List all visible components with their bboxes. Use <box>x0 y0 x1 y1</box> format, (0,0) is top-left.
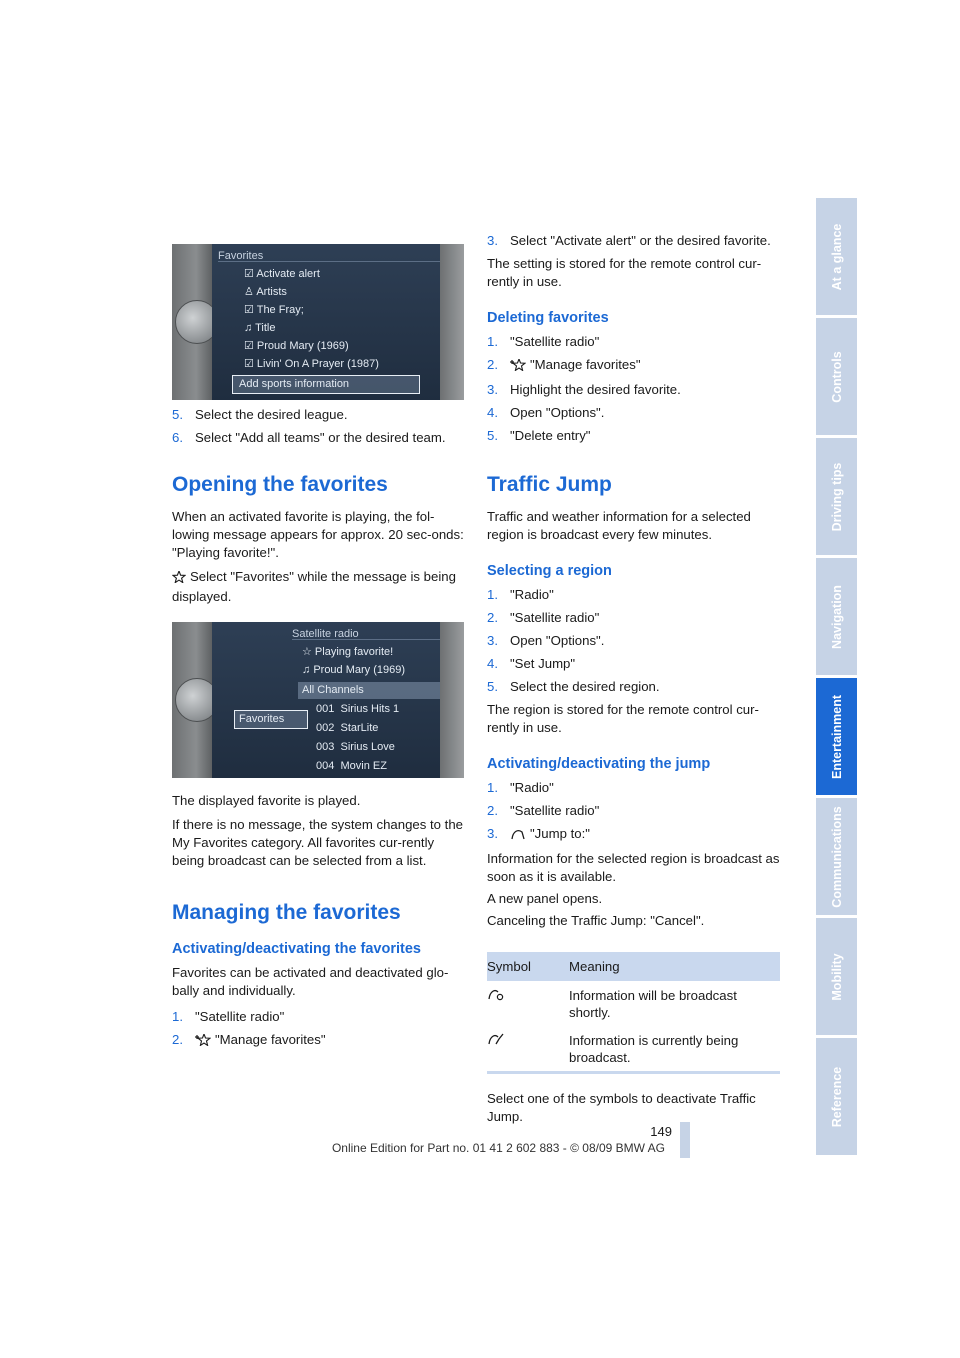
channel-row: 004 Movin EZ <box>316 760 387 772</box>
table-row <box>487 981 780 1026</box>
tab-navigation[interactable]: Navigation <box>816 558 857 678</box>
step: 6. Select "Add all teams" or the desired team. <box>172 430 446 445</box>
paragraph: If there is no message, the system changes to the My Favorites category. All favorites cur-rently being broadcast can be selected from a list. <box>172 817 464 868</box>
heading-opening-favorites: Opening the favorites <box>172 473 388 496</box>
step: 1. "Radio" <box>487 780 554 795</box>
tab-mobility[interactable]: Mobility <box>816 918 857 1038</box>
heading-selecting-region: Selecting a region <box>487 563 612 579</box>
meaning-cell: Information is currently being broadcast. <box>569 1026 780 1073</box>
step: 1. "Radio" <box>487 587 554 602</box>
paragraph: When an activated favorite is playing, the fol-lowing message appears for approx. 20 sec-onds: "Playing favorite!". <box>172 509 464 560</box>
table-header-row <box>487 952 780 981</box>
step: 2. "Manage favorites" <box>172 1031 464 1051</box>
paragraph: The setting is stored for the remote control cur-rently in use. <box>487 256 762 289</box>
tab-entertainment[interactable]: Entertainment <box>816 678 857 798</box>
traffic-jump-icon <box>510 827 526 845</box>
favorites-star-icon <box>172 570 186 588</box>
tab-at-a-glance[interactable]: At a glance <box>816 198 857 318</box>
heading-activating-favorites: Activating/deactivating the favorites <box>172 941 421 957</box>
paragraph: Favorites can be activated and deactivated glo-bally and individually. <box>172 965 449 998</box>
page-number-bar <box>680 1122 690 1158</box>
heading-activating-jump: Activating/deactivating the jump <box>487 756 711 772</box>
step: 2. "Satellite radio" <box>487 803 600 818</box>
step: 3. Select "Activate alert" or the desired favorite. <box>487 233 771 248</box>
step: 2. "Manage favorites" <box>487 356 780 376</box>
table-row <box>487 1026 780 1073</box>
traffic-soon-icon <box>487 989 505 1004</box>
screen-favorites-button: Favorites <box>234 710 308 729</box>
screen-row: ☑ Livin' On A Prayer (1987) <box>244 358 379 370</box>
screen-row: ☆ Playing favorite! <box>302 646 394 658</box>
tab-driving-tips[interactable]: Driving tips <box>816 438 857 558</box>
step: 4. Open "Options". <box>487 405 605 420</box>
step: 5. Select the desired region. <box>487 679 660 694</box>
screen-row: ♙ Artists <box>244 286 287 298</box>
right-column <box>487 232 780 1130</box>
footer-text: Online Edition for Part no. 01 41 2 602 883 - © 08/09 BMW AG <box>331 1141 665 1155</box>
manage-favorites-icon <box>510 358 526 376</box>
channel-row: 001 Sirius Hits 1 <box>316 703 400 715</box>
satellite-radio-screenshot <box>172 622 464 778</box>
screen-highlight-row: Add sports information <box>232 375 420 394</box>
step: 4. "Set Jump" <box>487 656 576 671</box>
screen-row: ☑ The Fray; <box>244 304 304 316</box>
screen-row: ☑ Proud Mary (1969) <box>244 340 349 352</box>
chapter-sidebar <box>816 198 857 1158</box>
paragraph: The displayed favorite is played. <box>172 793 361 808</box>
step: 1. "Satellite radio" <box>172 1009 285 1024</box>
paragraph: Select "Favorites" while the message is being displayed. <box>172 569 456 604</box>
meaning-cell: Information will be broadcast shortly. <box>569 988 737 1020</box>
heading-traffic-jump: Traffic Jump <box>487 473 612 496</box>
channel-row: 002 StarLite <box>316 722 379 734</box>
paragraph: Canceling the Traffic Jump: "Cancel". <box>487 913 705 928</box>
screen-row: ☑ Activate alert <box>244 268 320 280</box>
step: 2. "Satellite radio" <box>487 610 600 625</box>
screen-bar: All Channels <box>298 682 442 699</box>
heading-deleting-favorites: Deleting favorites <box>487 310 609 326</box>
screen-row: ♫ Title <box>244 322 276 334</box>
tab-communications[interactable]: Communications <box>816 798 857 918</box>
page-number: 149 <box>650 1124 672 1139</box>
favorites-screenshot <box>172 244 464 400</box>
symbol-table <box>487 952 780 1074</box>
paragraph: The region is stored for the remote control cur-rently in use. <box>487 702 759 735</box>
screen-row: ♫ Proud Mary (1969) <box>302 664 406 676</box>
tab-reference[interactable]: Reference <box>816 1038 857 1158</box>
paragraph: Traffic and weather information for a selected region is broadcast every few minutes. <box>487 509 751 542</box>
manage-favorites-icon <box>195 1033 211 1051</box>
paragraph: Information for the selected region is broadcast as soon as it is available. <box>487 851 780 884</box>
tab-controls[interactable]: Controls <box>816 318 857 438</box>
step: 5. Select the desired league. <box>172 407 348 422</box>
step: 5. "Delete entry" <box>487 428 591 443</box>
left-column <box>172 232 464 1056</box>
heading-managing-favorites: Managing the favorites <box>172 901 401 924</box>
column-header-meaning: Meaning <box>569 952 780 981</box>
screen-title: Satellite radio <box>292 625 440 640</box>
traffic-now-icon <box>487 1034 505 1049</box>
channel-row: 003 Sirius Love <box>316 741 395 753</box>
step: 3. Highlight the desired favorite. <box>487 382 681 397</box>
step: 1. "Satellite radio" <box>487 334 600 349</box>
column-header-symbol: Symbol <box>487 952 569 981</box>
paragraph: A new panel opens. <box>487 891 603 906</box>
paragraph: Select one of the symbols to deactivate Traffic Jump. <box>487 1091 756 1124</box>
step: 3. "Jump to:" <box>487 825 780 845</box>
step: 3. Open "Options". <box>487 633 605 648</box>
screen-title: Favorites <box>218 247 440 262</box>
